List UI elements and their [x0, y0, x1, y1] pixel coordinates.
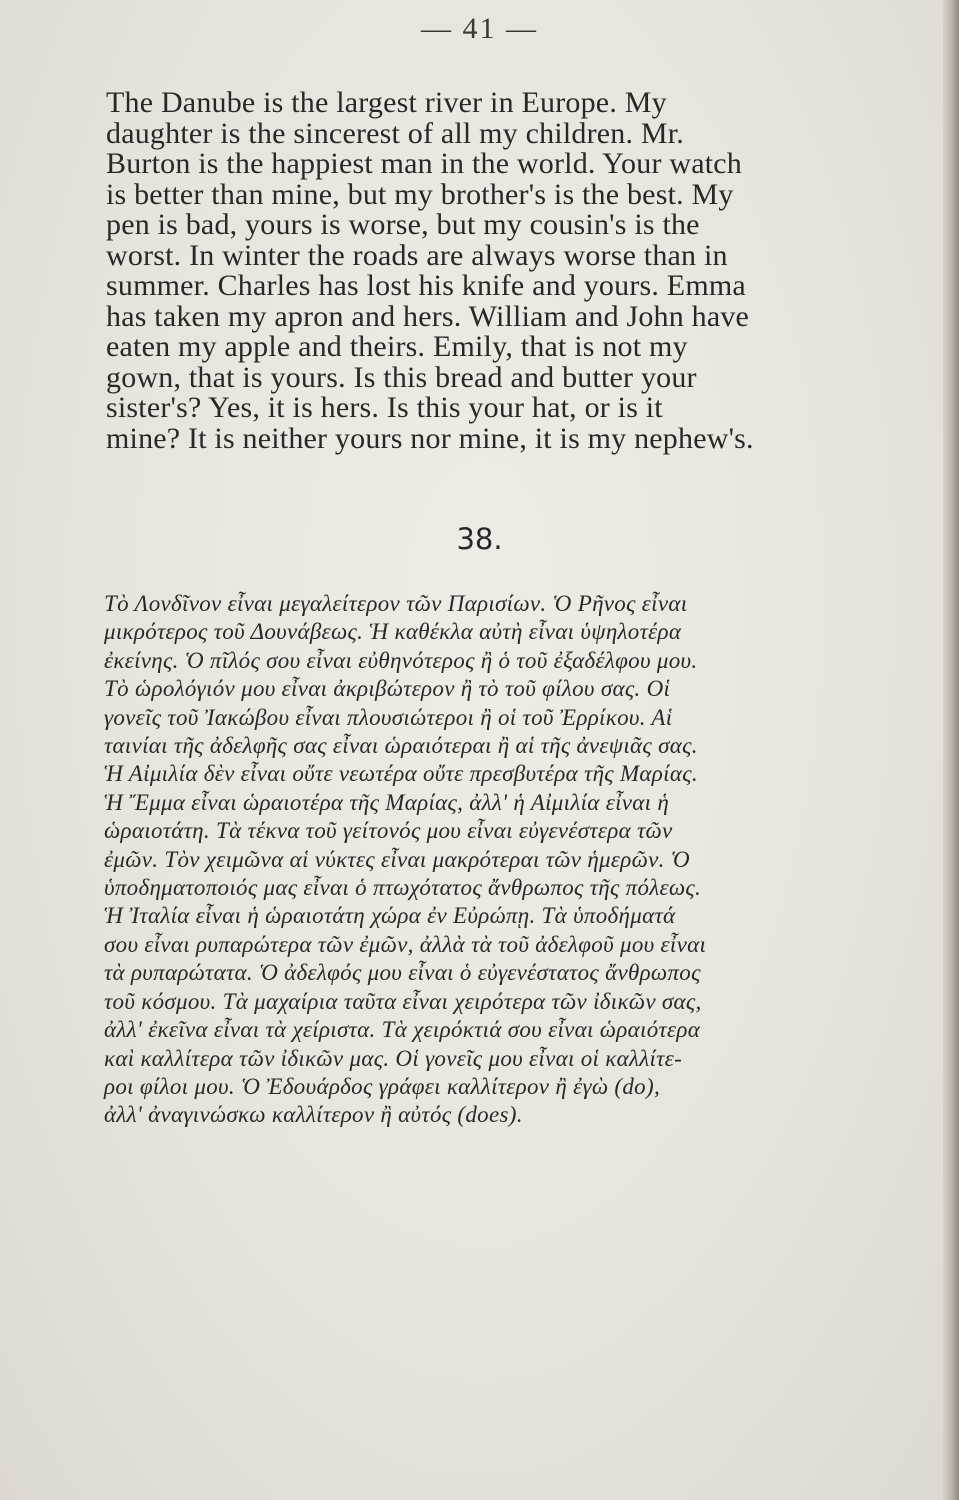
greek-line: Ἡ Ἔμμα εἶναι ὡραιοτέρα τῆς Μαρίας, ἀλλ' ἡ Αἰμιλία εἶναι ἡ	[104, 789, 670, 815]
greek-line: Τὸ Λονδῖνον εἶναι μεγαλείτερον τῶν Παρισίων. Ὁ Ρῆνος εἶναι	[104, 591, 688, 616]
english-line: eaten my apple and theirs. Emily, that is not my	[106, 330, 688, 363]
greek-line: ἀλλ' ἀναγινώσκω καλλίτερον ἢ αὐτός (does).	[104, 1102, 523, 1128]
english-line: The Danube is the largest river in Europe. My	[106, 86, 667, 119]
exercise-number: 38.	[456, 522, 503, 556]
greek-line: ταινίαι τῆς ἀδελφῆς σας εἶναι ὡραιότεραι ἢ αἱ τῆς ἀνεψιᾶς σας.	[104, 733, 698, 759]
greek-line: ροι φίλοι μου. Ὁ Ἐδουάρδος γράφει καλλίτερον ἢ ἐγὼ (do),	[104, 1073, 660, 1099]
greek-line: ἐμῶν. Τὸν χειμῶνα αἱ νύκτες εἶναι μακρότεραι τῶν ἡμερῶν. Ὁ	[104, 846, 690, 872]
greek-line: τοῦ κόσμου. Τὰ μαχαίρια ταῦτα εἶναι χειρότερα τῶν ἰδικῶν σας,	[104, 988, 702, 1014]
english-line: gown, that is yours. Is this bread and butter your	[106, 360, 697, 394]
book-spine-edge	[943, 0, 959, 1500]
english-line: Burton is the happiest man in the world. Your watch	[106, 147, 742, 180]
english-line: pen is bad, yours is worse, but my cousin's is the	[106, 208, 700, 241]
greek-line: μικρότερος τοῦ Δουνάβεως. Ἡ καθέκλα αὐτὴ εἶναι ὑψηλοτέρα	[104, 619, 682, 645]
greek-paragraph	[104, 590, 904, 1130]
english-line: worst. In winter the roads are always worse than in	[106, 238, 728, 272]
greek-line: Τὸ ὡρολόγιόν μου εἶναι ἀκριβώτερον ἢ τὸ τοῦ φίλου σας. Οἱ	[104, 676, 671, 702]
greek-line: ὡραιοτάτη. Τὰ τέκνα τοῦ γείτονός μου εἶναι εὐγενέστερα τῶν	[104, 818, 673, 844]
english-line: summer. Charles has lost his knife and yours. Emma	[106, 269, 746, 302]
greek-line: ἐκείνης. Ὁ πῖλός σου εἶναι εὐθηνότερος ἢ ὁ τοῦ ἐξαδέλφου μου.	[104, 647, 698, 673]
greek-line: τὰ ρυπαρώτατα. Ὁ ἀδελφός μου εἶναι ὁ εὐγενέστατος ἄνθρωπος	[104, 960, 701, 986]
english-line: is better than mine, but my brother's is the best. My	[106, 177, 734, 211]
greek-line: σου εἶναι ρυπαρώτερα τῶν ἐμῶν, ἀλλὰ τὰ τοῦ ἀδελφοῦ μου εἶναι	[104, 931, 707, 957]
english-line: daughter is the sincerest of all my children. Mr.	[106, 116, 684, 150]
greek-line: ὑποδηματοποιός μας εἶναι ὁ πτωχότατος ἄνθρωπος τῆς πόλεως.	[104, 875, 702, 901]
greek-line: Ἡ Αἰμιλία δὲν εἶναι οὔτε νεωτέρα οὔτε πρεσβυτέρα τῆς Μαρίας.	[104, 761, 698, 787]
english-paragraph	[106, 88, 886, 454]
page-number: — 41 —	[421, 12, 538, 45]
greek-line: καὶ καλλίτερα τῶν ἰδικῶν μας. Οἱ γονεῖς μου εἶναι οἱ καλλίτε-	[104, 1045, 683, 1071]
english-line: mine? It is neither yours nor mine, it is my nephew's.	[106, 421, 754, 455]
greek-line: ἀλλ' ἐκεῖνα εἶναι τὰ χείριστα. Τὰ χειρόκτιά σου εἶναι ὡραιότερα	[104, 1017, 701, 1043]
greek-line: Ἡ Ἰταλία εἶναι ἡ ὡραιοτάτη χώρα ἐν Εὐρώπῃ. Τὰ ὑποδήματά	[104, 903, 676, 929]
english-line: sister's? Yes, it is hers. Is this your hat, or is it	[106, 391, 663, 424]
english-line: has taken my apron and hers. William and John have	[106, 299, 750, 333]
greek-line: γονεῖς τοῦ Ἰακώβου εἶναι πλουσιώτεροι ἢ οἱ τοῦ Ἐρρίκου. Αἱ	[104, 704, 673, 730]
